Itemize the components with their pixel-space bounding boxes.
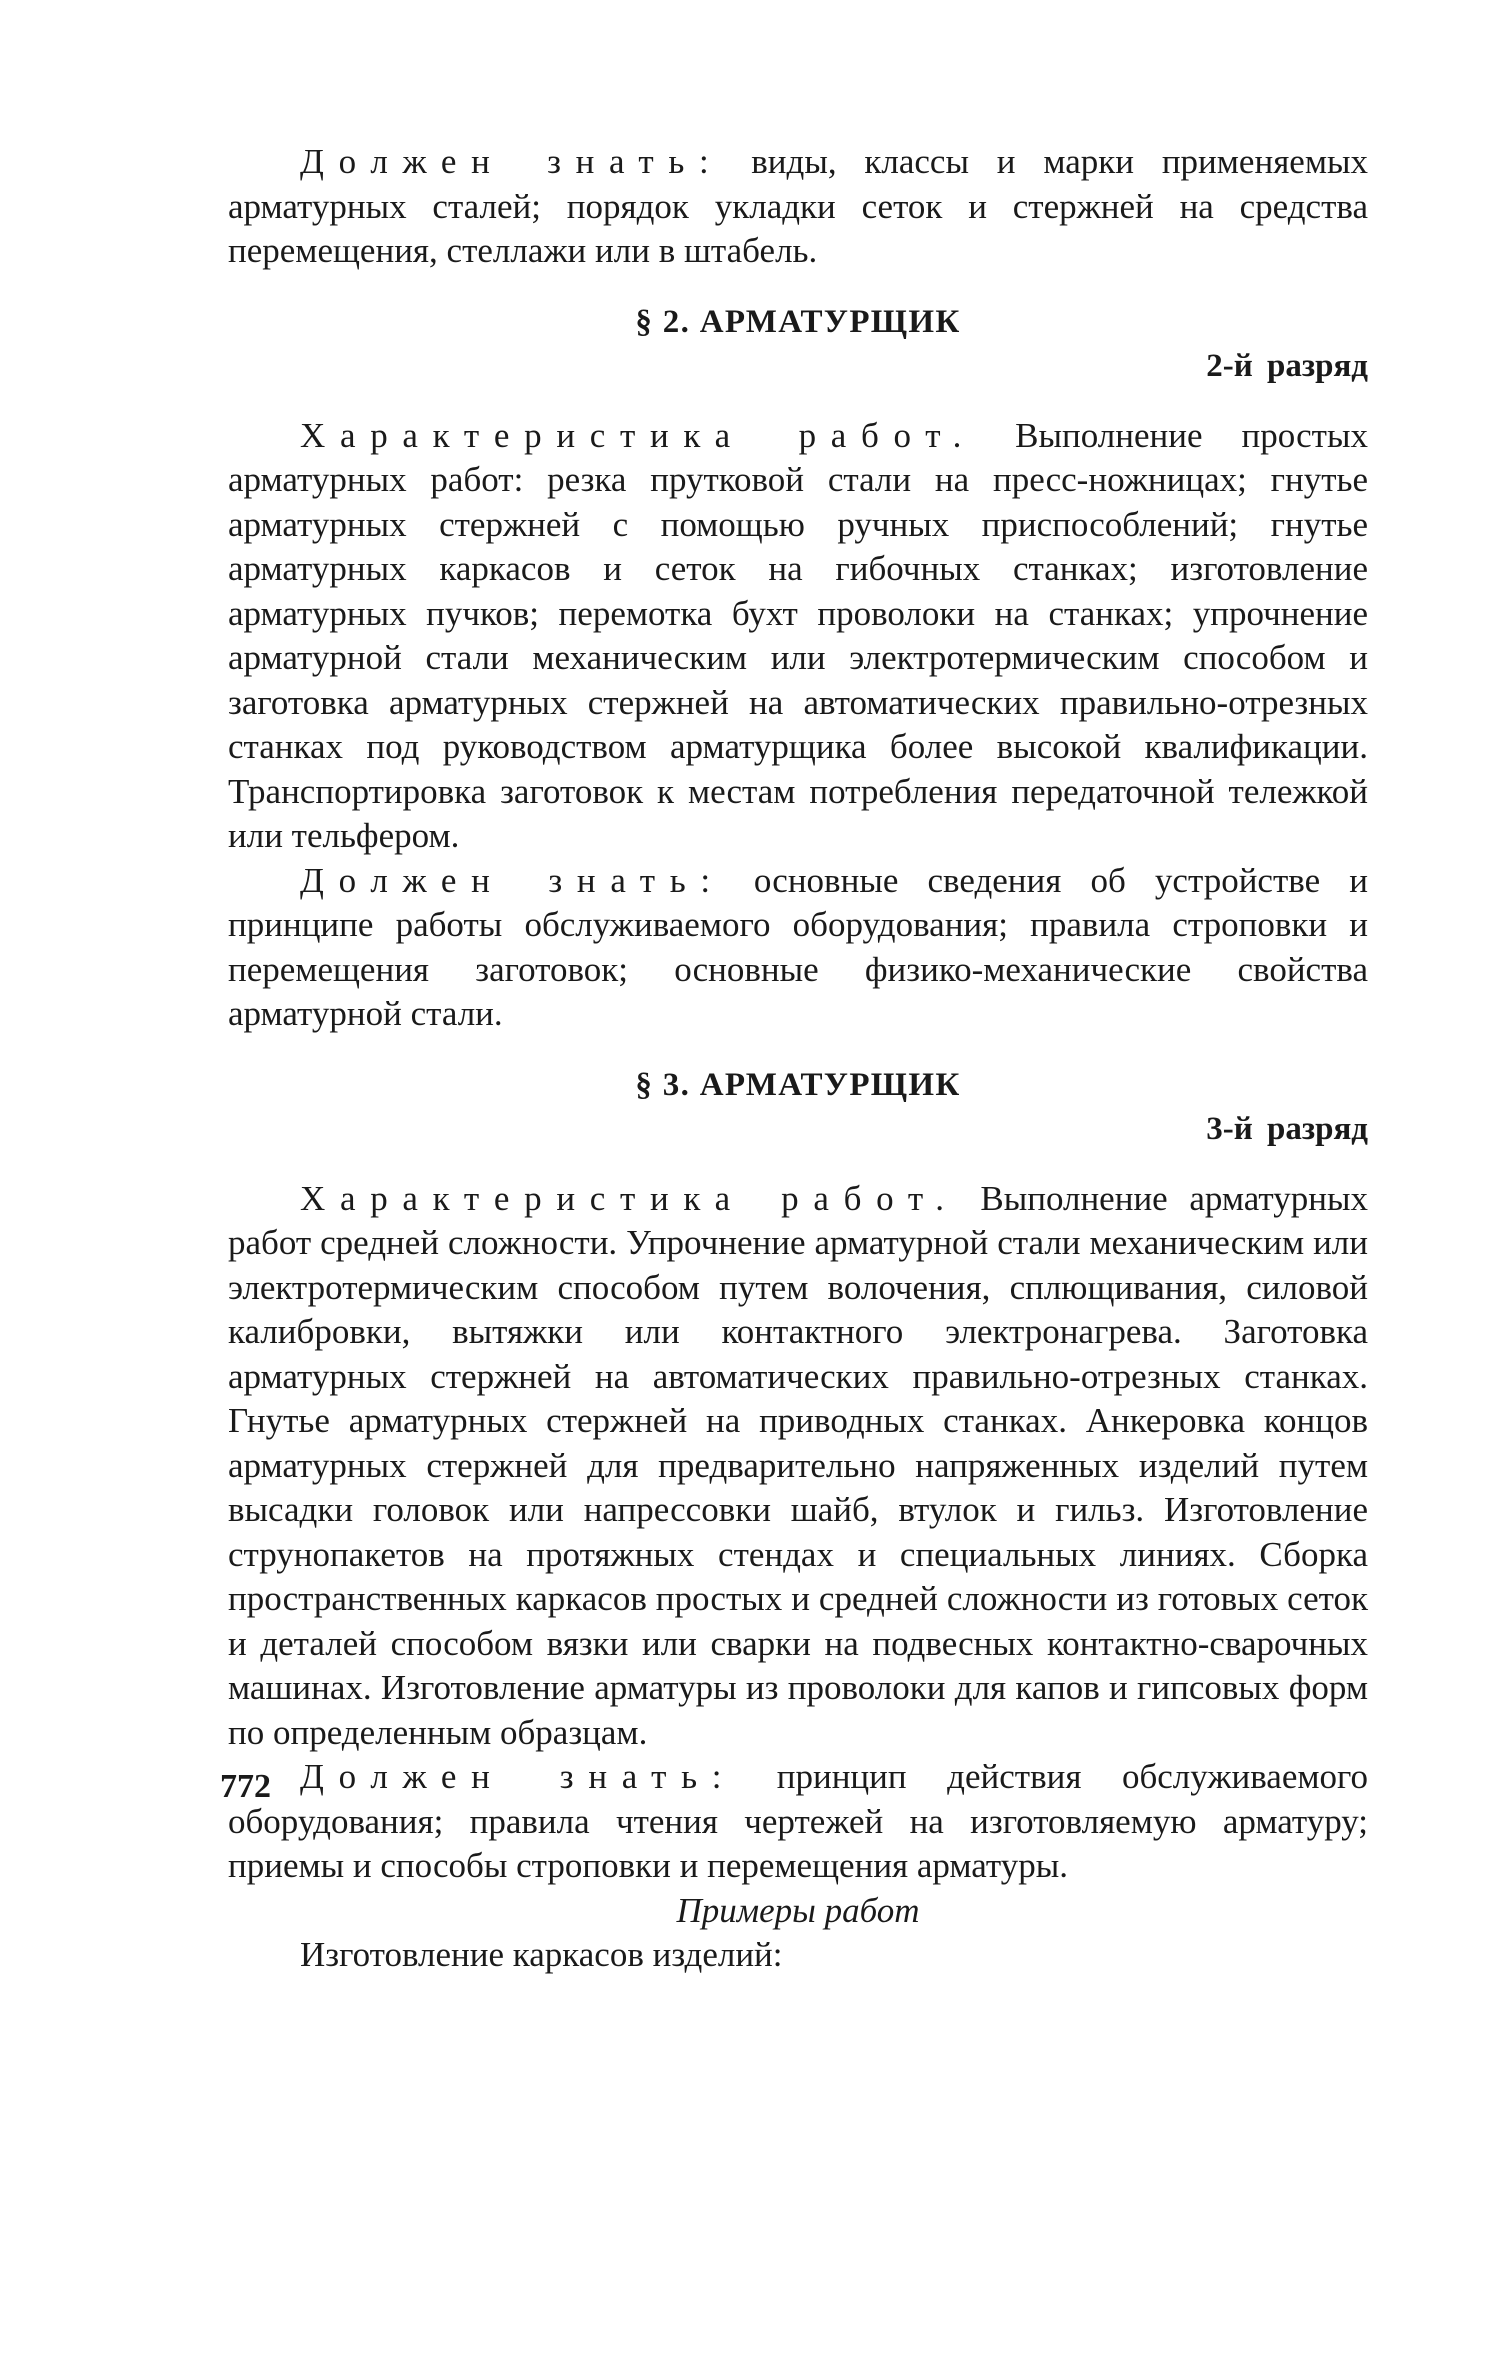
section-2-grade: 2-й разряд — [1206, 347, 1368, 384]
must-know-label: Должен знать: — [300, 1757, 737, 1796]
characteristic-label: Характеристика работ. — [300, 415, 977, 455]
must-know-label: Должен знать: — [300, 860, 725, 900]
section-2-must-know — [228, 859, 1368, 1037]
section-3-must-know — [228, 1755, 1368, 1889]
section-3-characteristic — [228, 1177, 1368, 1756]
must-know-label: Должен знать: — [300, 142, 724, 181]
examples-heading: Примеры работ — [676, 1890, 920, 1930]
document-page — [228, 140, 1368, 1978]
characteristic-text: Выполнение простых арматурных работ: резка прутковой стали на пресс-ножницах; гнутье арматурных стержней с помощью ручных приспособлений; гнутье арматурных каркасов и сеток на гибочных станках; изготовление арматурных пучков; перемотка бухт проволоки на станках; упрочнение арматурной стали механическим или электротермическим способом и заготовка арматурных стержней на автоматических правильно-отрезных станках под руководством арматурщика более высокой квалификации. Транспортировка заготовок к местам потребления передаточной тележкой или тельфером. — [228, 415, 1368, 855]
section-3-grade: 3-й разряд — [1206, 1110, 1368, 1147]
section-3-title: § 3. АРМАТУРЩИК — [635, 1066, 961, 1103]
section-2-characteristic — [228, 414, 1368, 859]
must-know-text: основные сведения об устройстве и принципе работы обслуживаемого оборудования; правила строповки и перемещения заготовок; основные физико-механические свойства арматурной стали. — [228, 860, 1368, 1033]
page-number: 772 — [220, 1768, 271, 1805]
section-2-title: § 2. АРМАТУРЩИК — [635, 303, 961, 340]
paragraph-must-know-1 — [228, 140, 1368, 274]
characteristic-label: Характеристика работ. — [300, 1178, 959, 1218]
examples-intro: Изготовление каркасов изделий: — [300, 1935, 783, 1974]
characteristic-text: Выполнение арматурных работ средней сложности. Упрочнение арматурной стали механическим или электротермическим способом путем волочения, сплющивания, силовой калибровки, вытяжки или контактного электронагрева. Заготовка арматурных стержней на автоматических правильно-отрезных станках. Гнутье арматурных стержней на приводных станках. Анкеровка концов арматурных стержней для предварительно напряженных изделий путем высадки головок или напрессовки шайб, втулок и гильз. Изготовление струнопакетов на протяжных стендах и специальных линиях. Сборка пространственных каркасов простых и средней сложности из готовых сеток и деталей способом вязки или сварки на подвесных контактно-сварочных машинах. Изготовление арматуры из проволоки для капов и гипсовых форм по определенным образцам. — [228, 1178, 1368, 1752]
must-know-text: принцип действия обслуживаемого оборудования; правила чтения чертежей на изготовляемую арматуру; приемы и способы строповки и перемещения арматуры. — [228, 1757, 1368, 1885]
must-know-text: виды, классы и марки применяемых арматурных сталей; порядок укладки сеток и стержней на средства перемещения, стеллажи или в штабель. — [228, 142, 1368, 270]
